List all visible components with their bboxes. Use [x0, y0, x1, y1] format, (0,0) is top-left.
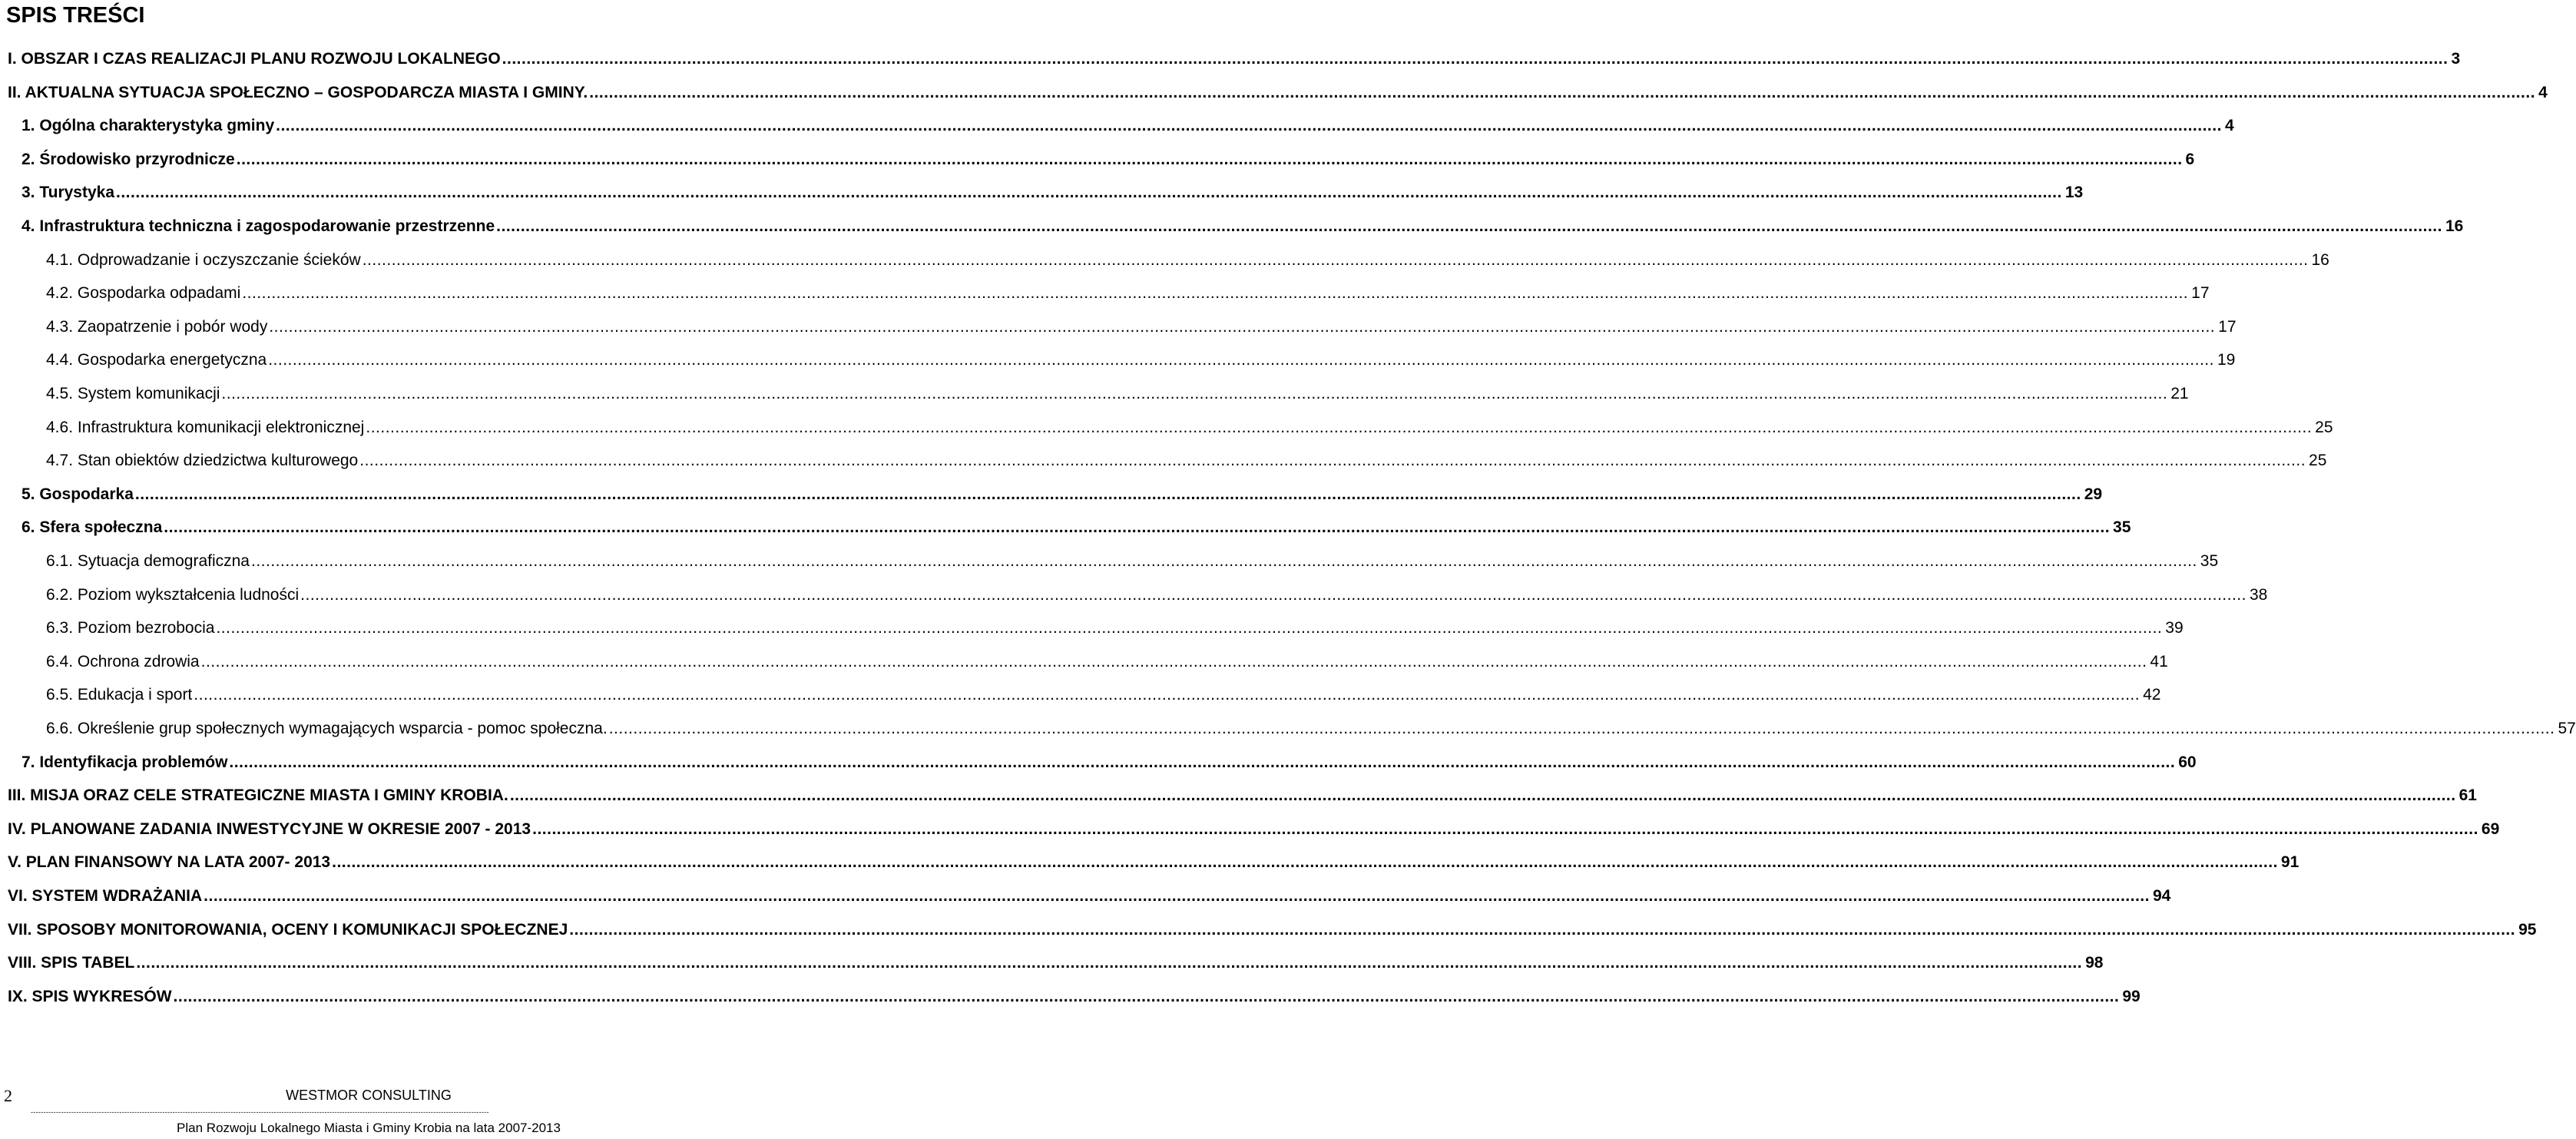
toc-entry-page: 16: [2311, 250, 2329, 269]
toc-entry-label: I. OBSZAR I CZAS REALIZACJI PLANU ROZWOJU LOKALNEGO: [8, 50, 501, 68]
toc-dot-leader: [568, 919, 2515, 942]
toc-entry[interactable]: [8, 919, 2537, 942]
toc-dot-leader: [508, 784, 2456, 807]
toc-entry-label: 4.4. Gospodarka energetyczna: [46, 351, 267, 369]
toc-entry-label: 6.6. Określenie grup społecznych wymagających wsparcia - pomoc społeczna.: [46, 720, 608, 737]
toc-entry-label: III. MISJA ORAZ CELE STRATEGICZNE MIASTA I GMINY KROBIA.: [8, 786, 508, 805]
toc-entry-page: 21: [2170, 385, 2189, 402]
page-title: SPIS TREŚCI: [6, 3, 145, 28]
toc-entry-page: 35: [2113, 518, 2131, 537]
toc-entry-label: 4.1. Odprowadzanie i oczyszczanie ścieków: [46, 250, 361, 269]
toc-entry[interactable]: [8, 382, 2189, 406]
toc-entry-label: 4.2. Gospodarka odpadami: [46, 284, 241, 303]
toc-entry-label: 4.5. System komunikacji: [46, 385, 220, 402]
toc-entry-page: 3: [2451, 50, 2461, 68]
toc-entry-page: 95: [2518, 920, 2537, 939]
toc-entry[interactable]: [8, 885, 2171, 908]
toc-entry-page: 6: [2185, 150, 2195, 168]
toc-dot-leader: [134, 952, 2082, 975]
toc-entry[interactable]: [8, 483, 2103, 506]
toc-dot-leader: [172, 985, 2120, 1008]
toc-entry-page: 99: [2122, 987, 2141, 1005]
toc-entry-label: VII. SPOSOBY MONITOROWANIA, OCENY I KOMUNIKACJI SPOŁECZNEJ: [8, 920, 568, 939]
toc-entry-page: 91: [2280, 853, 2300, 872]
toc-entry[interactable]: [8, 851, 2300, 874]
toc-entry[interactable]: [8, 584, 2268, 607]
toc-dot-leader: [358, 449, 2306, 472]
toc-entry-page: 13: [2064, 184, 2084, 202]
toc-dot-leader: [531, 818, 2478, 841]
toc-entry-page: 17: [2218, 317, 2237, 336]
toc-entry[interactable]: [8, 148, 2195, 171]
toc-entry-page: 29: [2084, 485, 2103, 503]
toc-entry[interactable]: [8, 717, 2576, 740]
toc-entry[interactable]: [8, 349, 2236, 372]
toc-entry-label: VI. SYSTEM WDRAŻANIA: [8, 887, 203, 905]
toc-entry-page: 17: [2191, 284, 2210, 303]
toc-entry-label: 6.3. Poziom bezrobocia: [46, 619, 215, 637]
toc-entry-label: IX. SPIS WYKRESÓW: [8, 987, 172, 1005]
toc-dot-leader: [200, 651, 2147, 674]
toc-dot-leader: [608, 717, 2555, 740]
toc-entry[interactable]: [8, 416, 2333, 439]
toc-entry[interactable]: [8, 48, 2461, 71]
page-number: 2: [4, 1086, 12, 1105]
toc-entry-label: 6. Sfera społeczna: [22, 518, 163, 537]
toc-entry-page: 98: [2085, 954, 2104, 972]
toc-entry-label: 1. Ogólna charakterystyka gminy: [22, 117, 275, 135]
toc-entry-page: 38: [2249, 585, 2268, 604]
toc-entry-page: 41: [2150, 652, 2168, 670]
toc-entry-label: 4.3. Zaopatrzenie i pobór wody: [46, 317, 268, 336]
toc-entry-label: VIII. SPIS TABEL: [8, 954, 135, 972]
toc-entry-label: 4.7. Stan obiektów dziedzictwa kulturowego: [46, 452, 359, 470]
toc-entry[interactable]: [8, 651, 2168, 674]
toc-dot-leader: [274, 114, 2222, 137]
toc-entry-page: 25: [2315, 418, 2333, 436]
toc-entry[interactable]: [8, 114, 2234, 137]
toc-entry-label: 7. Identyfikacja problemów: [22, 753, 228, 771]
toc-entry-page: 19: [2217, 351, 2236, 369]
toc-dot-leader: [134, 483, 2081, 506]
toc-entry-label: 4.6. Infrastruktura komunikacji elektronicznej: [46, 418, 365, 436]
toc-entry[interactable]: [8, 282, 2210, 305]
footer-plan-title: Plan Rozwoju Lokalnego Miasta i Gminy Krobia na lata 2007-2013: [177, 1121, 561, 1135]
toc-entry[interactable]: [8, 249, 2329, 272]
toc-dot-leader: [501, 48, 2449, 71]
toc-dot-leader: [202, 885, 2150, 908]
toc-dot-leader: [364, 416, 2312, 439]
toc-entry-page: 16: [2445, 217, 2464, 235]
toc-dot-leader: [235, 148, 2183, 171]
toc-entry-label: IV. PLANOWANE ZADANIA INWESTYCYJNE W OKRESIE 2007 - 2013: [8, 819, 531, 838]
toc-entry-page: 39: [2165, 619, 2184, 637]
toc-dot-leader: [495, 215, 2442, 238]
toc-entry-label: 4. Infrastruktura techniczna i zagospodarowanie przestrzenne: [22, 217, 495, 235]
toc-entry-label: 3. Turystyka: [22, 184, 115, 202]
toc-entry-page: 42: [2143, 686, 2161, 704]
toc-entry-page: 4: [2224, 117, 2234, 135]
toc-entry-label: 6.2. Poziom wykształcenia ludności: [46, 585, 300, 604]
toc-entry-label: 2. Środowisko przyrodnicze: [22, 150, 235, 168]
toc-dot-leader: [214, 617, 2162, 640]
toc-entry[interactable]: [8, 81, 2548, 104]
toc-dot-leader: [114, 181, 2062, 204]
toc-entry-label: V. PLAN FINANSOWY NA LATA 2007- 2013: [8, 853, 331, 872]
toc-entry-page: 4: [2538, 83, 2548, 101]
toc-entry[interactable]: [8, 684, 2161, 707]
toc-dot-leader: [361, 249, 2309, 272]
toc-dot-leader: [227, 751, 2175, 774]
toc-entry[interactable]: [8, 550, 2219, 573]
toc-entry[interactable]: [8, 985, 2141, 1008]
toc-entry-label: 5. Gospodarka: [22, 485, 134, 503]
toc-dot-leader: [162, 516, 2110, 539]
toc-entry[interactable]: [8, 181, 2084, 204]
toc-entry-page: 35: [2200, 552, 2219, 570]
toc-entry-label: 6.5. Edukacja i sport: [46, 686, 193, 704]
toc-entry-label: 6.4. Ochrona zdrowia: [46, 652, 200, 670]
toc-entry[interactable]: [8, 215, 2464, 238]
toc-entry-label: II. AKTUALNA SYTUACJA SPOŁECZNO – GOSPODARCZA MIASTA I GMINY.: [8, 83, 588, 101]
toc-dot-leader: [192, 684, 2140, 707]
toc-dot-leader: [588, 81, 2535, 104]
toc-dot-leader: [220, 382, 2167, 406]
toc-entry-page: 60: [2178, 753, 2197, 771]
toc-entry-page: 25: [2309, 452, 2327, 470]
footer-company: WESTMOR CONSULTING: [286, 1088, 452, 1103]
toc-entry-page: 57: [2558, 720, 2576, 737]
toc-entry-page: 61: [2458, 786, 2477, 805]
toc-entry[interactable]: [8, 617, 2184, 640]
toc-entry[interactable]: [8, 818, 2500, 841]
toc-dot-leader: [267, 316, 2215, 339]
toc-entry-page: 69: [2481, 819, 2500, 838]
toc-entry[interactable]: [8, 449, 2327, 472]
toc-entry-label: 6.1. Sytuacja demograficzna: [46, 552, 250, 570]
toc-dot-leader: [267, 349, 2214, 372]
toc-entry[interactable]: [8, 316, 2237, 339]
toc-entry[interactable]: [8, 751, 2197, 774]
toc-entry-page: 94: [2152, 887, 2171, 905]
toc-dot-leader: [250, 550, 2197, 573]
footer-separator: -------------------------------------------------------------------------------------------------------------------------------------------------------------------------------------: [31, 1108, 489, 1116]
toc-entry[interactable]: [8, 516, 2131, 539]
toc-entry[interactable]: [8, 784, 2477, 807]
toc-dot-leader: [299, 584, 2247, 607]
toc-entry[interactable]: [8, 952, 2104, 975]
toc-dot-leader: [240, 282, 2188, 305]
toc-dot-leader: [330, 851, 2278, 874]
